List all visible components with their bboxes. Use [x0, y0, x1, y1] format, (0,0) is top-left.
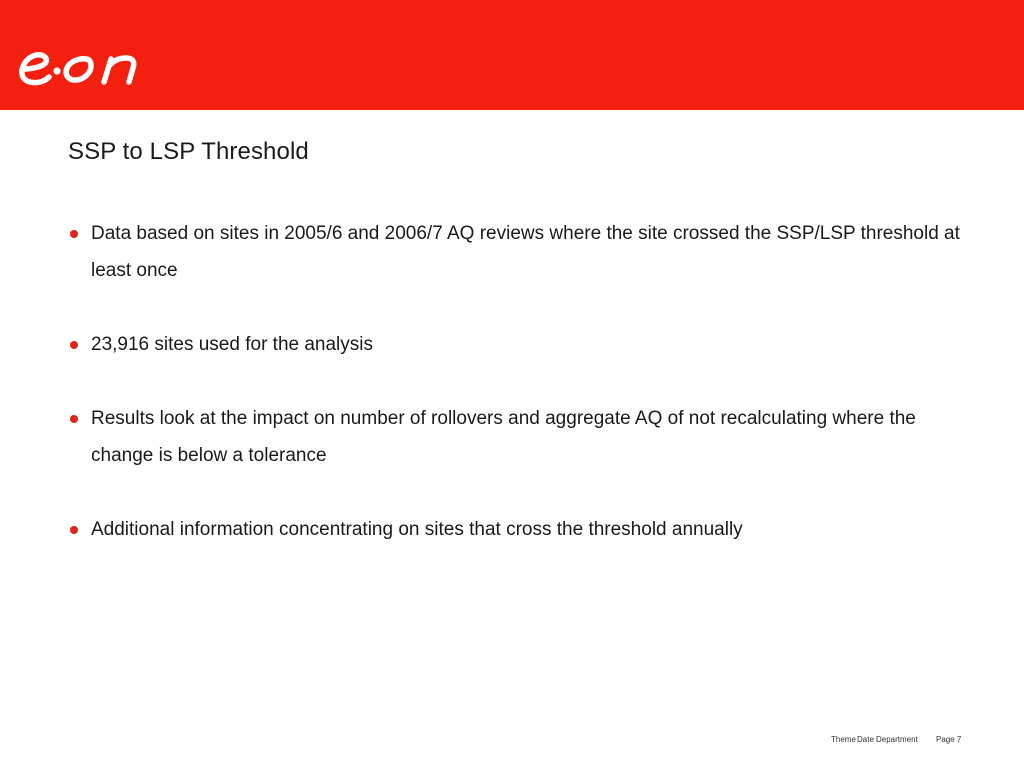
bullet-dot-icon — [70, 341, 78, 349]
footer-date: Date — [857, 735, 874, 744]
bullet-item — [70, 215, 970, 289]
bullet-text: Data based on sites in 2005/6 and 2006/7 AQ reviews where the site crossed the SSP/LSP threshold at least once — [91, 223, 960, 281]
header-bar — [0, 0, 1024, 110]
bullet-dot-icon — [70, 230, 78, 238]
slide-title: SSP to LSP Threshold — [68, 138, 309, 165]
bullet-list — [70, 215, 970, 585]
footer-theme: Theme — [831, 735, 856, 744]
bullet-text: Results look at the impact on number of rollovers and aggregate AQ of not recalculating where the change is below a tolerance — [91, 408, 916, 466]
bullet-text: 23,916 sites used for the analysis — [91, 334, 374, 355]
footer-department: Department — [876, 735, 918, 744]
bullet-item — [70, 326, 970, 363]
bullet-item — [70, 400, 970, 474]
bullet-text: Additional information concentrating on sites that cross the threshold annually — [91, 519, 743, 540]
eon-logo — [18, 42, 160, 94]
bullet-dot-icon — [70, 526, 78, 534]
bullet-dot-icon — [70, 415, 78, 423]
bullet-item — [70, 511, 970, 548]
footer-page-number: Page 7 — [936, 735, 962, 744]
